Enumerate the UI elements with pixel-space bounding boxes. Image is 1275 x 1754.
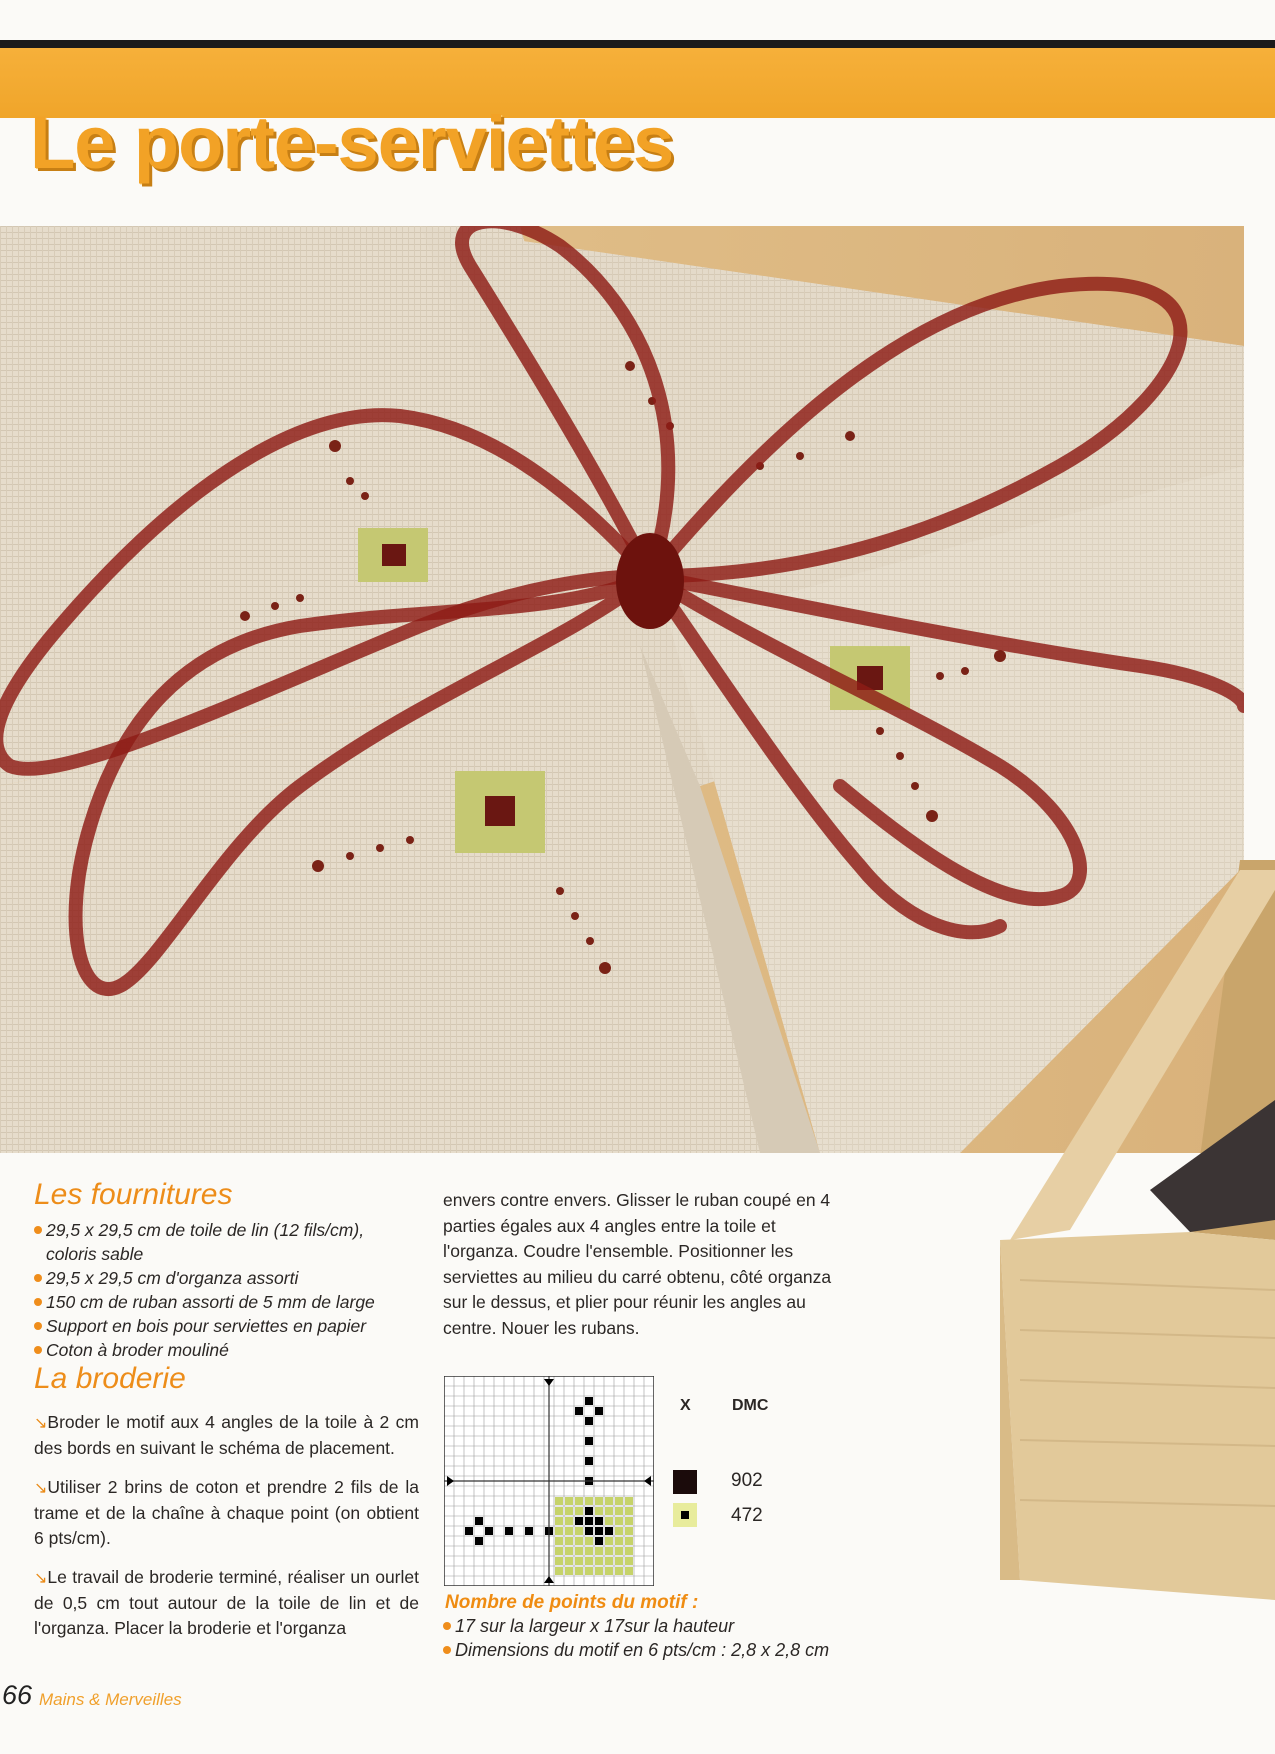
left-column: [34, 1178, 419, 1641]
legend-dmc-header: DMC: [732, 1397, 769, 1414]
supplies-item: 29,5 x 29,5 cm de toile de lin (12 fils/cm), coloris sable: [34, 1218, 419, 1266]
embroidery-step: ↘Utiliser 2 brins de coton et prendre 2 fils de la trame et de la chaîne à chaque point (on obtient 6 pts/cm).: [34, 1477, 419, 1548]
color-swatch-902: [673, 1470, 697, 1494]
page-title: Le porte-serviettes: [30, 101, 674, 184]
arrow-icon: ↘: [34, 1570, 48, 1587]
page-number: 66: [2, 1680, 33, 1710]
dmc-code: 472: [731, 1505, 763, 1526]
arrow-icon: ↘: [34, 1415, 48, 1432]
stitch-count-list: [443, 1614, 829, 1662]
supplies-item: Coton à broder mouliné: [34, 1338, 419, 1362]
supplies-item: 150 cm de ruban assorti de 5 mm de large: [34, 1290, 419, 1314]
embroidery-step: ↘Le travail de broderie terminé, réaliser un ourlet de 0,5 cm tout autour de la toile de lin et de l'organza. Placer la broderie et l'organza: [34, 1567, 419, 1638]
stitch-count-item: 17 sur la largeur x 17sur la hauteur: [443, 1614, 829, 1638]
embroidery-heading: La broderie: [34, 1362, 186, 1395]
supplies-heading: Les fournitures: [34, 1178, 233, 1211]
dmc-code: 902: [731, 1470, 763, 1491]
magazine-name: Mains & Merveilles: [39, 1690, 182, 1709]
wooden-box-photo: [1000, 860, 1275, 1600]
supplies-item: Support en bois pour serviettes en papier: [34, 1314, 419, 1338]
stitch-count-title: Nombre de points du motif :: [445, 1592, 699, 1613]
arrow-icon: ↘: [34, 1480, 48, 1497]
supplies-list: [34, 1218, 419, 1362]
embroidery-continuation: envers contre envers. Glisser le ruban coupé en 4 parties égales aux 4 angles entre la toile et l'organza. Coudre l'ensemble. Positionner les serviettes au milieu du carré obtenu, côté organza sur le dessus, et plier pour réunir les angles au centre. Nouer les rubans.: [443, 1190, 832, 1338]
top-rule: [0, 40, 1275, 48]
stitch-count-item: Dimensions du motif en 6 pts/cm : 2,8 x 2,8 cm: [443, 1638, 829, 1662]
color-swatch-472: [673, 1503, 697, 1527]
stitch-chart: [444, 1376, 654, 1591]
supplies-item: 29,5 x 29,5 cm d'organza assorti: [34, 1266, 419, 1290]
legend-x-header: X: [680, 1397, 691, 1414]
embroidery-step: ↘Broder le motif aux 4 angles de la toile à 2 cm des bords en suivant le schéma de placement.: [34, 1412, 419, 1458]
right-column: [443, 1188, 838, 1341]
